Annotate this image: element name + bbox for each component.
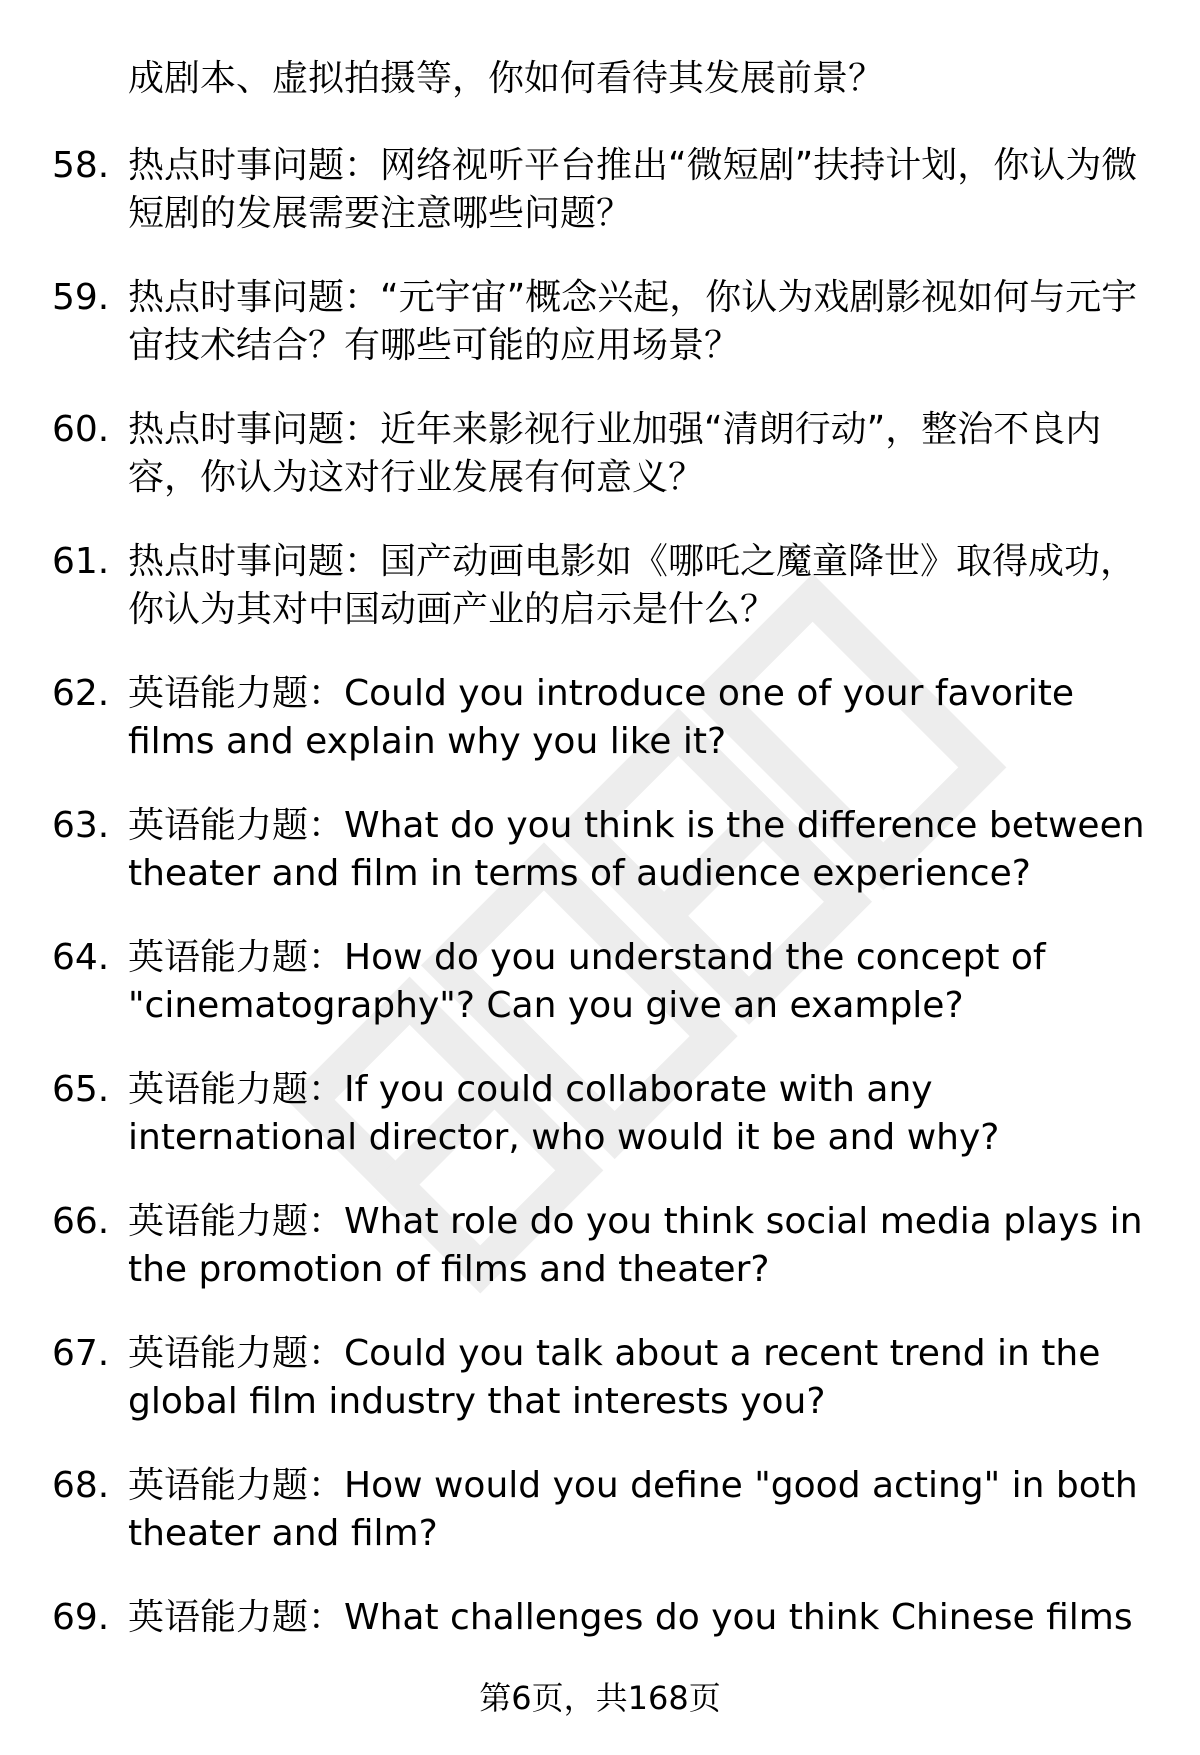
- question-item: [52, 406, 1162, 502]
- question-number: 64.: [52, 937, 110, 978]
- question-item: [52, 1462, 1162, 1558]
- question-number: 58.: [52, 145, 110, 186]
- question-number: 65.: [52, 1069, 110, 1110]
- question-text: 英语能力题：How would you define "good acting" in both theater and film?: [128, 1465, 1138, 1554]
- question-item: [52, 1066, 1162, 1162]
- question-text: 热点时事问题：网络视听平台推出“微短剧”扶持计划，你认为微短剧的发展需要注意哪些问题？: [128, 145, 1138, 234]
- question-item: [52, 142, 1162, 238]
- question-text: 英语能力题：What do you think is the difference between theater and film in terms of audience experience?: [128, 805, 1145, 894]
- page-footer: 第6页，共168页: [479, 1679, 721, 1717]
- question-text: 英语能力题：If you could collaborate with any international director, who would it be and why?: [128, 1069, 1000, 1158]
- question-item: [52, 274, 1162, 370]
- question-text: 英语能力题：Could you talk about a recent trend in the global film industry that interests you?: [128, 1333, 1101, 1422]
- question-text: 热点时事问题：国产动画电影如《哪吒之魔童降世》取得成功，你认为其对中国动画产业的启示是什么？: [128, 541, 1137, 630]
- question-number: 67.: [52, 1333, 110, 1374]
- question-number: 59.: [52, 277, 110, 318]
- question-list: [52, 142, 1162, 1642]
- question-text: 英语能力题：What challenges do you think Chinese films: [128, 1597, 1133, 1638]
- question-number: 63.: [52, 805, 110, 846]
- question-item: [52, 1198, 1162, 1294]
- question-number: 66.: [52, 1201, 110, 1242]
- question-item: [52, 538, 1162, 634]
- question-item: [52, 934, 1162, 1030]
- question-item: [52, 802, 1162, 898]
- question-number: 60.: [52, 409, 110, 450]
- question-number: 62.: [52, 673, 110, 714]
- question-number: 61.: [52, 541, 110, 582]
- continuation-text: 成剧本、虚拟拍摄等，你如何看待其发展前景？: [128, 58, 885, 99]
- question-text: 英语能力题：How do you understand the concept of "cinematography"? Can you give an example?: [128, 937, 1046, 1026]
- question-text: 英语能力题：What role do you think social media plays in the promotion of films and theater?: [128, 1201, 1143, 1290]
- question-text: 英语能力题：Could you introduce one of your favorite films and explain why you like it?: [128, 673, 1074, 762]
- question-text: 热点时事问题：近年来影视行业加强“清朗行动”，整治不良内容，你认为这对行业发展有何意义？: [128, 409, 1102, 498]
- question-item: [52, 1330, 1162, 1426]
- question-number: 69.: [52, 1597, 110, 1638]
- question-text: 热点时事问题：“元宇宙”概念兴起，你认为戏剧影视如何与元宇宙技术结合？有哪些可能的应用场景？: [128, 277, 1138, 366]
- question-item: [52, 1594, 1162, 1642]
- question-number: 68.: [52, 1465, 110, 1506]
- question-item: [52, 670, 1162, 766]
